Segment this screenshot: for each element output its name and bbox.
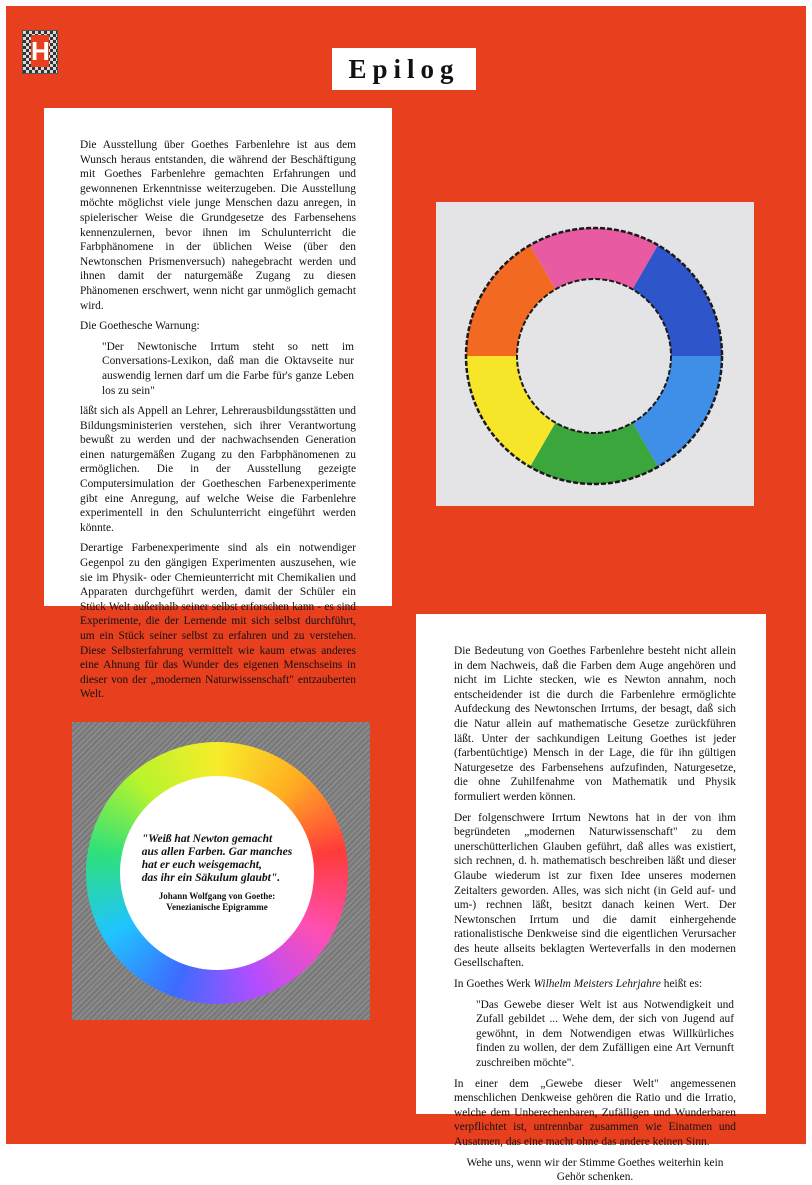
paragraph (454, 977, 736, 992)
text-run: heißt es: (660, 978, 703, 991)
color-wheel-inner-edge (517, 279, 671, 433)
page-title: Epilog (348, 53, 460, 84)
epigram-attribution: Johann Wolfgang von Goethe: Venezianische Epigramme (158, 891, 276, 912)
left-text-panel (44, 108, 392, 701)
paragraph: läßt sich als Appell an Lehrer, Lehrerausbildungsstätten und Bildungsministerien verstehen, sich ihrer Verantwortung bewußt zu werden und der nachwachsenden Generation einen naturgemäßen Zugang zu den Farbphänomenen zu ermöglichen. Die in der Ausstellung gezeigte Computersimulation der Goetheschen Farbenexperimente gibt eine Anregung, auf welche Weise die Farbenlehre experimentell in den Schulunterricht eingeführt werden könnte. (80, 405, 356, 534)
closing-line: Wehe uns, wenn wir der Stimme Goethes weiterhin kein Gehör schenken. (466, 1156, 724, 1184)
paragraph: Die Ausstellung über Goethes Farbenlehre ist aus dem Wunsch heraus entstanden, die während der Beschäftigung mit Goethes Farbenlehre gemachten Erfahrungen und gewonnenen Erkenntnisse weiterzugeben. Die Ausstellung möchte möglichst viele junge Menschen dazu anregen, in spielerischer Weise die Grundgesetze des Farbensehens kennenzulernen, bevor ihnen im Schulunterricht die Farbphänomene in der üblichen Weise (über den Newtonschen Prismenversuch) nahegebracht werden und ihnen damit der naturgemäße Zugang zu diesen Phänomenen erschwert, wenn nicht gar unmöglich gemacht wird. (80, 139, 356, 312)
goethe-epigram: "Weiß hat Newton gemacht aus allen Farben. Gar manches hat er euch weisgemacht, das ihr ein Säkulum glaubt". (141, 833, 293, 884)
text-run: In Goethes Werk (454, 978, 534, 991)
rainbow-ring (86, 742, 348, 1004)
right-text-panel (416, 614, 766, 1184)
title-box (332, 48, 476, 90)
color-wheel (436, 202, 754, 506)
rainbow-ring-image (72, 722, 370, 1020)
newton-quote: "Der Newtonische Irrtum steht so nett im Conversations-Lexikon, daß man die Oktavseite nur auswendig lernen darf um die Farbe für's ganze Leben los zu sein" (102, 340, 354, 397)
epigram-circle (120, 776, 314, 970)
paragraph: Die Bedeutung von Goethes Farbenlehre besteht nicht allein in dem Nachweis, daß die Farben dem Auge angehören und nicht im Lichte stecken, wie es Newton annahm, noch entscheidender ist die durch die Farbenlehre ermöglichte Aufdeckung des Newtonschen Irrtums, der besagt, daß sich die Natur allein auf mathematische Gesetze zurückführen läßt. Unter der sachkundigen Leitung Goethes ist jeder (farbentüchtige) Mensch in der Lage, die für ihn gültigen Naturgesetze des Farbensehens aufzufinden, Naturgesetze, die ohne Zuhilfenahme von Mathematik und Physik formuliert werden können. (454, 645, 736, 803)
paragraph: In einer dem „Gewebe dieser Welt" angemessenen menschlichen Denkweise gehören die Ratio und die Irratio, welche dem Unberechenbaren, Zufälligen und Wunderbaren verpflichtet ist, untrennbar zusammen wie Einatmen und Ausatmen, das eine macht ohne das andere keinen Sinn. (454, 1077, 736, 1148)
color-wheel-image (436, 202, 754, 506)
book-title: Wilhelm Meisters Lehrjahre (533, 978, 661, 991)
logo (22, 30, 58, 74)
meister-quote: "Das Gewebe dieser Welt ist aus Notwendigkeit und Zufall gebildet ... Wehe dem, der sich von Jugend auf gewöhnt, in dem Notwendigen etwas Willkürliches finden zu wollen, der dem Zufälligen eine Art Vernunft zuschreiben möchte". (476, 998, 734, 1070)
paragraph: Die Goethesche Warnung: (80, 320, 200, 333)
paragraph: Der folgenschwere Irrtum Newtons hat in der von ihm begründeten „modernen Naturwissenschaft" zu dem unerschütterlichen Glauben geführt, daß alles was existiert, sich rechnen, d. h. mathematisch beschreiben läßt und dieser Glaube wiederum ist zur fixen Idee unseres modernen Zeitalters geworden. Alles, was sich nicht (in Geld auf- und um-) rechnen läßt, besitzt danach keinen Wert. Der Newtonschen Irrtum und die damit einhergehende rationalistische Denkweise sind die eigentlichen Verursacher des heute allseits beklagten Werteverfalls in den modernen Gesellschaften. (454, 811, 736, 970)
paragraph: Derartige Farbenexperimente sind als ein notwendiger Gegenpol zu den gängigen Experimenten auszusehen, wie sie im Physik- oder Chemieunterricht mit Chemikalien und Apparaten durchgeführt werden, damit der Schüler ein Stück Welt außerhalb seiner selbst erforschen kann - es sind Experimente, die der Lernende mit sich selbst durchführt, um ein Stück seiner selbst zu erfahren und zu verstehen. Diese Selbsterfahrung vermittelt wie kaum etwas anderes eine Ahnung für das Wunder des eigenen Menschseins in dieser von der „modernen Naturwissenschaft" entzauberten Welt. (80, 542, 356, 701)
logo-letter: H (31, 36, 50, 66)
